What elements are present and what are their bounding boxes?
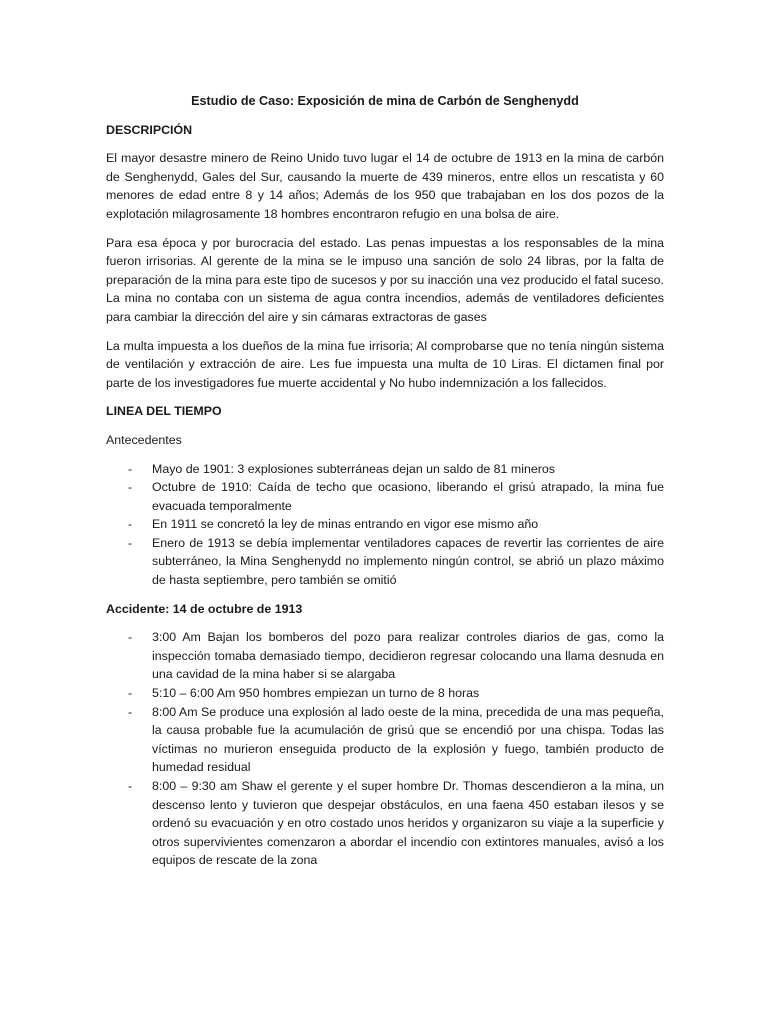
list-item-text: En 1911 se concretó la ley de minas entrando en vigor ese mismo año <box>152 517 539 532</box>
bullet-dash: - <box>128 517 133 532</box>
list-item-text: Octubre de 1910: Caída de techo que ocasiono, liberando el grisú atrapado, la mina fue evacuada temporalmente <box>152 480 664 513</box>
list-item <box>106 777 664 870</box>
bullet-dash: - <box>128 704 133 719</box>
bullet-dash: - <box>128 686 133 701</box>
list-item <box>106 515 664 534</box>
list-item <box>106 628 664 684</box>
bullet-dash: - <box>128 461 133 476</box>
list-item-text: 3:00 Am Bajan los bomberos del pozo para realizar controles diarios de gas, como la inspección tomaba demasiado tiempo, decidieron regresar colocando una llama desnuda en una cavidad de la mina haber si se alargaba <box>152 630 664 682</box>
bullet-dash: - <box>128 630 133 645</box>
paragraph-1: El mayor desastre minero de Reino Unido tuvo lugar el 14 de octubre de 1913 en la mina de carbón de Senghenydd, Gales del Sur, causando la muerte de 439 mineros, entre ellos un rescatista y 60 menores de edad entre 8 y 14 años; Además de los 950 que trabajaban en los dos pozos de la explotación milagrosamente 18 hombres encontraron refugio en una bolsa de aire. <box>106 151 664 221</box>
document-content <box>106 92 664 880</box>
bullet-dash: - <box>128 535 133 550</box>
list-item-text: 5:10 – 6:00 Am 950 hombres empiezan un turno de 8 horas <box>152 686 480 701</box>
bullet-dash: - <box>128 480 133 495</box>
document-title: Estudio de Caso: Exposición de mina de Carbón de Senghenydd <box>191 94 579 108</box>
accidente-heading: Accidente: 14 de octubre de 1913 <box>106 601 303 616</box>
description-heading: DESCRIPCIÓN <box>106 122 193 137</box>
accidente-list <box>106 628 664 870</box>
list-item-text: Mayo de 1901: 3 explosiones subterráneas dejan un saldo de 81 mineros <box>152 461 555 476</box>
list-item-text: 8:00 – 9:30 am Shaw el gerente y el super hombre Dr. Thomas descendieron a la mina, un descenso lento y tuvieron que despejar obstáculos, en una faena 450 estaban ilesos y se ordenó su evacuación y en otro costado unos heridos y organizaron su viaje a la superficie y otros supervivientes comenzaron a abordar el incendio con extintores manuales, avisó a los equipos de rescate de la zona <box>152 779 664 868</box>
list-item <box>106 478 664 515</box>
list-item <box>106 534 664 590</box>
paragraph-2: Para esa época y por burocracia del estado. Las penas impuestas a los responsables de la mina fueron irrisorias. Al gerente de la mina se le impuso una sanción de solo 24 libras, por la falta de preparación de la mina para este tipo de sucesos y por su inacción una vez producido el fatal suceso. La mina no contaba con un sistema de agua contra incendios, además de ventiladores deficientes para cambiar la dirección del aire y sin cámaras extractoras de gases <box>106 235 664 324</box>
antecedentes-heading: Antecedentes <box>106 432 182 447</box>
list-item <box>106 684 664 703</box>
timeline-heading: LINEA DEL TIEMPO <box>106 404 222 419</box>
list-item <box>106 460 664 479</box>
bullet-dash: - <box>128 779 133 793</box>
paragraph-3: La multa impuesta a los dueños de la mina fue irrisoria; Al comprobarse que no tenía ningún sistema de ventilación y extracción de aire. Les fue impuesta una multa de 10 Liras. El dictamen final por parte de los investigadores fue muerte accidental y No hubo indemnización a los fallecidos. <box>106 338 664 390</box>
list-item-text: Enero de 1913 se debía implementar ventiladores capaces de revertir las corrientes de aire subterráneo, la Mina Senghenydd no implemento ningún control, se abrió un plazo máximo de hasta septiembre, pero también se omitió <box>152 535 664 588</box>
antecedentes-list <box>106 460 664 590</box>
list-item <box>106 703 664 777</box>
list-item-text: 8:00 Am Se produce una explosión al lado oeste de la mina, precedida de una mas pequeña, la causa probable fue la acumulación de grisú que se encendió por una chispa. Todas las víctimas no murieron enseguida producto de la explosión y fuego, también producto de humedad residual <box>152 704 664 775</box>
